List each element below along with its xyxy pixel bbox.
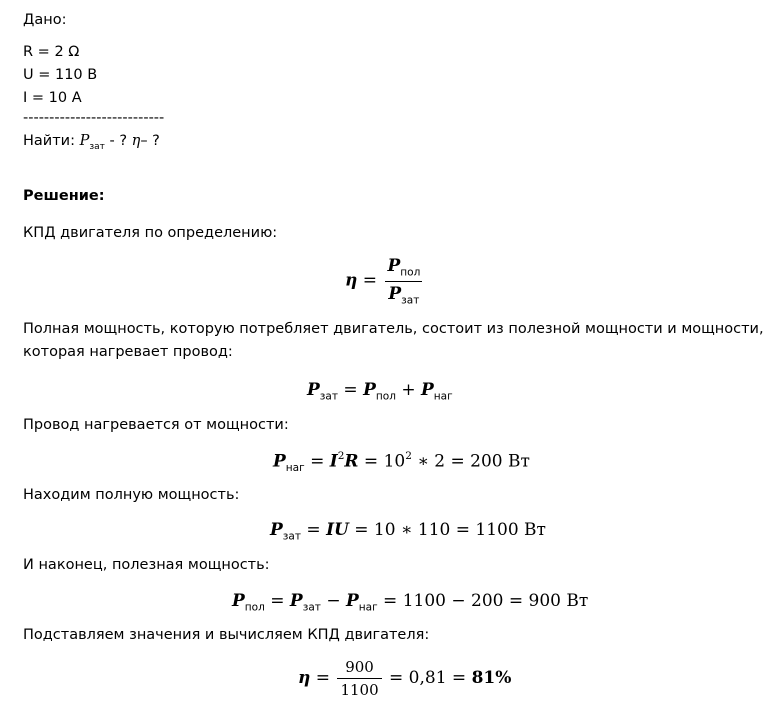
- find-power-symbol: $P_{зат}$: [79, 133, 105, 153]
- paragraph-total-power: Находим полную мощность:: [23, 487, 240, 503]
- find-question: - ?: [104, 133, 132, 149]
- solution-heading: Решение:: [23, 188, 105, 204]
- efficiency-fraction: $\frac{P_{пол}}{P_{зат}}$: [384, 256, 423, 306]
- paragraph-useful-power: И наконец, полезная мощность:: [23, 557, 270, 573]
- equation-heating-power: $P_{наг} = I^2R = 10^2$ ∗ 2 = 200 Вт: [273, 450, 530, 475]
- equation-efficiency-result: η = $\frac{900}{1100}$ = 0,81 = 81%: [298, 658, 512, 699]
- paragraph-heating-power: Провод нагревается от мощности:: [23, 417, 289, 433]
- find-label: Найти:: [23, 133, 75, 149]
- paragraph-total-power-1: Полная мощность, которую потребляет двигатель, состоит из полезной мощности и мощности,: [23, 321, 764, 337]
- given-resistance: R = 2 Ω: [23, 44, 80, 60]
- result-value: 81%: [471, 668, 512, 688]
- paragraph-efficiency-definition: КПД двигателя по определению:: [23, 225, 278, 241]
- equation-efficiency: η = $\frac{P_{пол}}{P_{зат}}$: [345, 256, 425, 306]
- find-eta-symbol: η: [131, 133, 141, 149]
- find-question-tail: – ?: [140, 133, 160, 149]
- equation-power-balance: $P_{зат} = P_{пол} + P_{наг}$: [307, 380, 453, 403]
- given-current: I = 10 A: [23, 90, 82, 106]
- result-fraction: $\frac{900}{1100}$: [337, 658, 381, 699]
- given-voltage: U = 110 В: [23, 67, 98, 83]
- equation-useful-power: $P_{пол} = P_{зат} - P_{наг} = 1100 - 200 = 900$ Вт: [232, 591, 589, 614]
- paragraph-total-power-2: которая нагревает провод:: [23, 344, 233, 360]
- given-label: Дано:: [23, 12, 67, 28]
- equation-total-power: $P_{зат}$ = IU = 10 ∗ 110 = 1100 Вт: [270, 520, 546, 543]
- paragraph-compute-efficiency: Подставляем значения и вычисляем КПД двигателя:: [23, 627, 430, 643]
- separator: ---------------------------: [23, 110, 165, 126]
- find-line: [23, 133, 160, 152]
